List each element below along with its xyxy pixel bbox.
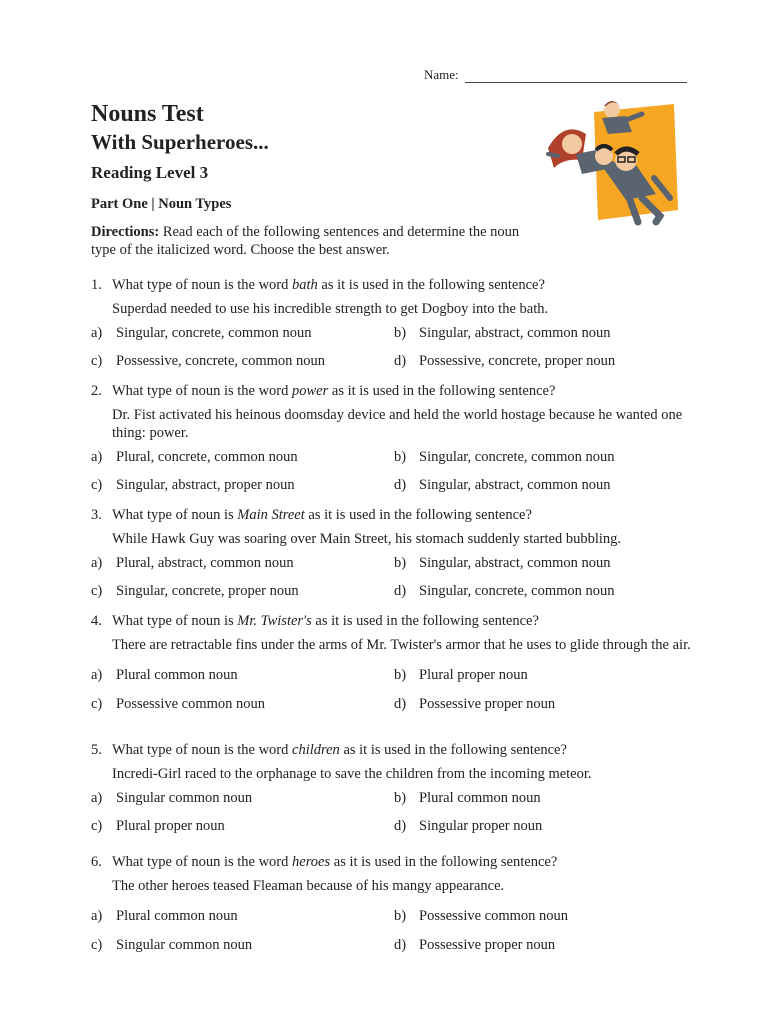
option-text: Plural, abstract, common noun [116, 555, 294, 571]
question-number: 1. [91, 277, 102, 293]
option-a[interactable] [91, 324, 312, 342]
option-d[interactable] [394, 352, 615, 370]
question-text: What type of noun is [112, 613, 238, 629]
option-text: Singular, concrete, proper noun [116, 583, 299, 599]
page-subtitle: With Superheroes... [91, 130, 269, 154]
option-text: Singular, abstract, common noun [419, 555, 611, 571]
option-b[interactable] [394, 789, 541, 807]
part-heading: Part One | Noun Types [91, 196, 232, 212]
option-letter: c) [91, 818, 103, 834]
option-text: Possessive common noun [419, 908, 569, 924]
option-c[interactable] [91, 582, 299, 600]
directions [91, 223, 546, 259]
question-stem [91, 506, 701, 524]
question-stem [91, 741, 701, 759]
option-b[interactable] [394, 324, 611, 342]
question-6 [91, 853, 701, 953]
option-letter: c) [91, 937, 103, 953]
option-a[interactable] [91, 666, 238, 684]
name-field[interactable] [424, 67, 687, 83]
option-d[interactable] [394, 476, 611, 494]
directions-label: Directions: [91, 224, 160, 240]
question-text-end: as it is used in the following sentence? [311, 613, 539, 629]
italicized-word: power [292, 383, 329, 399]
option-a[interactable] [91, 907, 238, 925]
question-3 [91, 506, 701, 599]
option-text: Possessive proper noun [419, 937, 556, 953]
question-text: What type of noun is the word [112, 277, 293, 293]
option-c[interactable] [91, 352, 325, 370]
question-sentence: Incredi-Girl raced to the orphanage to save the children from the incoming meteor. [112, 766, 592, 782]
option-b[interactable] [394, 554, 611, 572]
option-letter: b) [394, 449, 407, 465]
option-a[interactable] [91, 789, 252, 807]
name-blank-line[interactable] [465, 70, 687, 83]
directions-text: Read each of the following sentences and determine the noun type of the italicized word. Choose the best answer. [91, 224, 520, 258]
question-stem [91, 612, 701, 630]
option-text: Singular, concrete, common noun [116, 325, 312, 341]
question-1 [91, 276, 701, 369]
option-letter: c) [91, 477, 103, 493]
question-number: 2. [91, 383, 102, 399]
option-text: Singular, concrete, common noun [419, 583, 615, 599]
option-c[interactable] [91, 695, 265, 713]
option-text: Plural common noun [116, 667, 238, 683]
question-text-end: as it is used in the following sentence? [330, 854, 558, 870]
question-5 [91, 741, 701, 834]
option-letter: d) [394, 696, 407, 712]
question-sentence: While Hawk Guy was soaring over Main Street, his stomach suddenly started bubbling. [112, 531, 622, 547]
option-text: Singular proper noun [419, 818, 543, 834]
option-letter: c) [91, 583, 103, 599]
option-text: Plural common noun [116, 908, 238, 924]
italicized-word: Main Street [237, 507, 305, 523]
option-letter: b) [394, 667, 407, 683]
option-letter: a) [91, 667, 103, 683]
option-d[interactable] [394, 817, 542, 835]
option-text: Singular common noun [116, 937, 253, 953]
question-text-end: as it is used in the following sentence? [328, 383, 556, 399]
question-sentence: Dr. Fist activated his heinous doomsday device and held the world hostage because he wanted one thing: power. [112, 407, 683, 441]
question-stem [91, 853, 701, 871]
option-letter: a) [91, 555, 103, 571]
option-text: Possessive proper noun [419, 696, 556, 712]
question-2 [91, 382, 701, 493]
option-d[interactable] [394, 936, 555, 954]
question-sentence: Superdad needed to use his incredible strength to get Dogboy into the bath. [112, 301, 549, 317]
option-text: Singular, abstract, proper noun [116, 477, 295, 493]
option-letter: a) [91, 908, 103, 924]
option-c[interactable] [91, 936, 252, 954]
option-text: Plural proper noun [116, 818, 225, 834]
option-text: Possessive common noun [116, 696, 266, 712]
option-text: Plural, concrete, common noun [116, 449, 298, 465]
option-letter: b) [394, 325, 407, 341]
option-letter: d) [394, 818, 407, 834]
option-letter: a) [91, 449, 103, 465]
question-text: What type of noun is [112, 507, 238, 523]
option-letter: b) [394, 908, 407, 924]
page-title: Nouns Test [91, 101, 204, 127]
question-text-end: as it is used in the following sentence? [339, 742, 567, 758]
option-d[interactable] [394, 695, 555, 713]
option-letter: b) [394, 790, 407, 806]
option-letter: d) [394, 353, 407, 369]
option-text: Singular common noun [116, 790, 253, 806]
question-stem [91, 382, 701, 400]
option-a[interactable] [91, 448, 298, 466]
question-4 [91, 612, 701, 712]
option-text: Singular, concrete, common noun [419, 449, 615, 465]
option-letter: c) [91, 696, 103, 712]
question-number: 4. [91, 613, 102, 629]
option-letter: d) [394, 937, 407, 953]
italicized-word: Mr. Twister's [237, 613, 312, 629]
option-text: Plural proper noun [419, 667, 528, 683]
question-sentence: The other heroes teased Fleaman because of his mangy appearance. [112, 878, 505, 894]
option-b[interactable] [394, 448, 615, 466]
question-stem [91, 276, 701, 294]
option-b[interactable] [394, 666, 528, 684]
italicized-word: bath [292, 277, 318, 293]
option-text: Singular, abstract, common noun [419, 477, 611, 493]
option-letter: a) [91, 790, 103, 806]
question-text-end: as it is used in the following sentence? [317, 277, 545, 293]
option-letter: a) [91, 325, 103, 341]
option-letter: d) [394, 583, 407, 599]
question-number: 6. [91, 854, 102, 870]
option-text: Plural common noun [419, 790, 541, 806]
question-text-end: as it is used in the following sentence? [304, 507, 532, 523]
option-c[interactable] [91, 817, 225, 835]
option-c[interactable] [91, 476, 295, 494]
option-text: Possessive, concrete, common noun [116, 353, 326, 369]
italicized-word: children [292, 742, 340, 758]
option-letter: d) [394, 477, 407, 493]
option-letter: c) [91, 353, 103, 369]
option-letter: b) [394, 555, 407, 571]
option-d[interactable] [394, 582, 615, 600]
question-text: What type of noun is the word [112, 383, 293, 399]
option-text: Possessive, concrete, proper noun [419, 353, 616, 369]
question-number: 5. [91, 742, 102, 758]
name-label: Name: [424, 67, 459, 82]
superheroes-illustration [546, 98, 686, 228]
option-text: Singular, abstract, common noun [419, 325, 611, 341]
option-b[interactable] [394, 907, 568, 925]
question-sentence: There are retractable fins under the arms of Mr. Twister's armor that he uses to glide through the air. [112, 637, 691, 653]
question-number: 3. [91, 507, 102, 523]
italicized-word: heroes [292, 854, 331, 870]
reading-level-heading: Reading Level 3 [91, 163, 209, 182]
question-text: What type of noun is the word [112, 742, 293, 758]
option-a[interactable] [91, 554, 294, 572]
question-text: What type of noun is the word [112, 854, 293, 870]
